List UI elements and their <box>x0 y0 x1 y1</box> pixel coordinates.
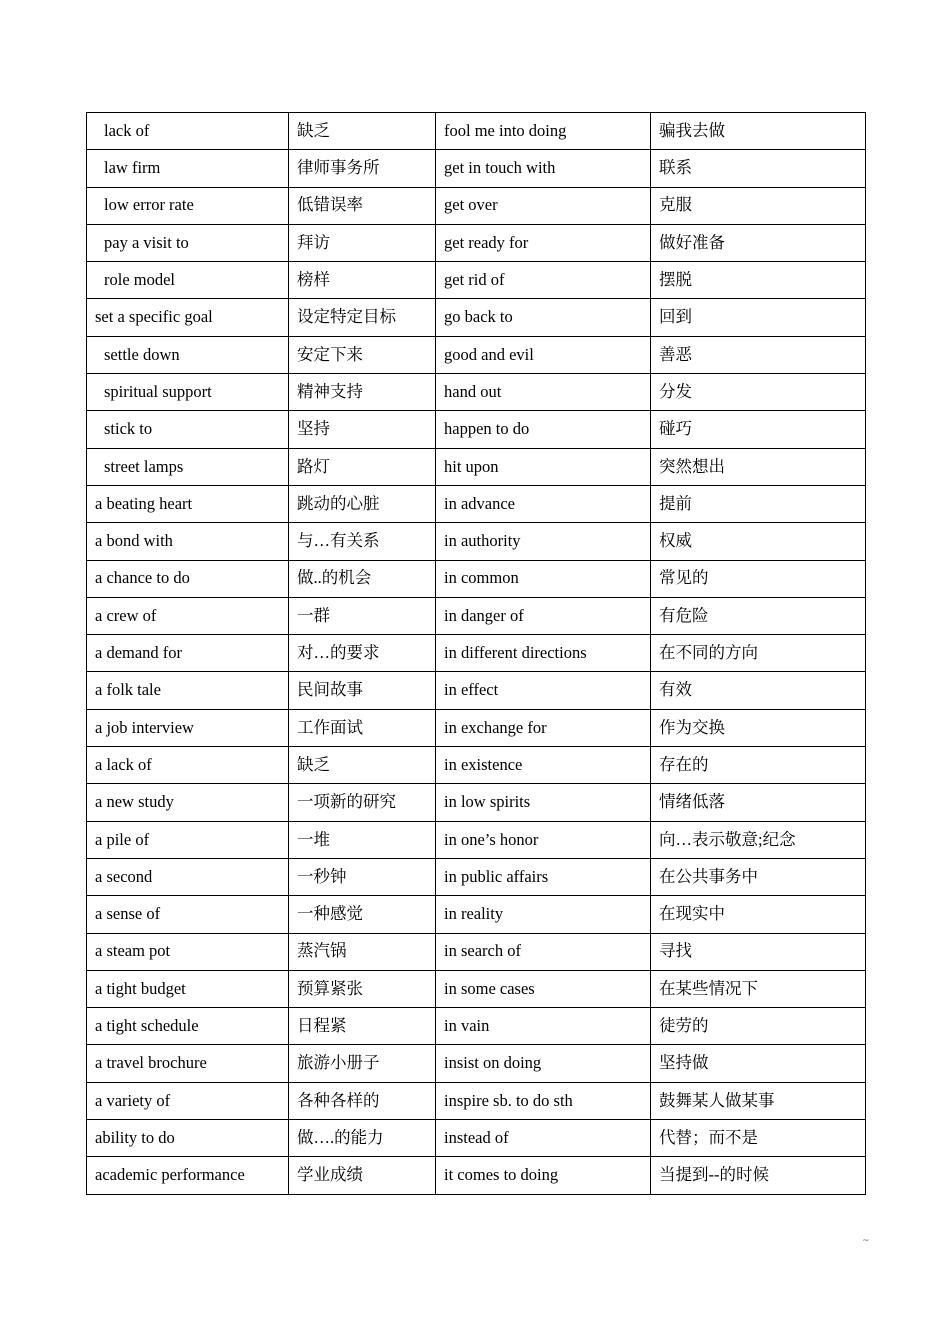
english-phrase-cell: a sense of <box>87 896 289 933</box>
chinese-meaning-cell: 一秒钟 <box>289 858 436 895</box>
english-phrase-cell: street lamps <box>87 448 289 485</box>
english-phrase-cell: get ready for <box>436 224 651 261</box>
chinese-meaning-cell: 一种感觉 <box>289 896 436 933</box>
english-phrase-cell: settle down <box>87 336 289 373</box>
chinese-meaning-cell: 拜访 <box>289 224 436 261</box>
chinese-meaning-cell: 工作面试 <box>289 709 436 746</box>
chinese-meaning-cell: 在某些情况下 <box>651 970 866 1007</box>
english-phrase-cell: good and evil <box>436 336 651 373</box>
chinese-meaning-cell: 代替；而不是 <box>651 1120 866 1157</box>
chinese-meaning-cell: 做好准备 <box>651 224 866 261</box>
chinese-meaning-cell: 有效 <box>651 672 866 709</box>
table-row <box>87 560 866 597</box>
english-phrase-cell: in different directions <box>436 635 651 672</box>
table-row <box>87 150 866 187</box>
chinese-meaning-cell: 旅游小册子 <box>289 1045 436 1082</box>
chinese-meaning-cell: 安定下来 <box>289 336 436 373</box>
chinese-meaning-cell: 缺乏 <box>289 747 436 784</box>
english-phrase-cell: get rid of <box>436 262 651 299</box>
chinese-meaning-cell: 善恶 <box>651 336 866 373</box>
chinese-meaning-cell: 有危险 <box>651 597 866 634</box>
table-row <box>87 597 866 634</box>
chinese-meaning-cell: 提前 <box>651 485 866 522</box>
chinese-meaning-cell: 作为交换 <box>651 709 866 746</box>
english-phrase-cell: a variety of <box>87 1082 289 1119</box>
chinese-meaning-cell: 骗我去做 <box>651 113 866 150</box>
chinese-meaning-cell: 做….的能力 <box>289 1120 436 1157</box>
table-row <box>87 411 866 448</box>
chinese-meaning-cell: 律师事务所 <box>289 150 436 187</box>
chinese-meaning-cell: 在现实中 <box>651 896 866 933</box>
chinese-meaning-cell: 存在的 <box>651 747 866 784</box>
chinese-meaning-cell: 预算紧张 <box>289 970 436 1007</box>
english-phrase-cell: in one’s honor <box>436 821 651 858</box>
chinese-meaning-cell: 克服 <box>651 187 866 224</box>
vocabulary-table <box>86 112 866 1195</box>
english-phrase-cell: a job interview <box>87 709 289 746</box>
chinese-meaning-cell: 一堆 <box>289 821 436 858</box>
english-phrase-cell: in danger of <box>436 597 651 634</box>
chinese-meaning-cell: 低错误率 <box>289 187 436 224</box>
table-row <box>87 523 866 560</box>
english-phrase-cell: a bond with <box>87 523 289 560</box>
chinese-meaning-cell: 碰巧 <box>651 411 866 448</box>
english-phrase-cell: insist on doing <box>436 1045 651 1082</box>
table-row <box>87 672 866 709</box>
chinese-meaning-cell: 一项新的研究 <box>289 784 436 821</box>
english-phrase-cell: in reality <box>436 896 651 933</box>
english-phrase-cell: instead of <box>436 1120 651 1157</box>
english-phrase-cell: a steam pot <box>87 933 289 970</box>
english-phrase-cell: a demand for <box>87 635 289 672</box>
chinese-meaning-cell: 寻找 <box>651 933 866 970</box>
table-row <box>87 187 866 224</box>
english-phrase-cell: a folk tale <box>87 672 289 709</box>
english-phrase-cell: hit upon <box>436 448 651 485</box>
chinese-meaning-cell: 一群 <box>289 597 436 634</box>
english-phrase-cell: a crew of <box>87 597 289 634</box>
english-phrase-cell: in existence <box>436 747 651 784</box>
table-row <box>87 896 866 933</box>
table-row <box>87 784 866 821</box>
english-phrase-cell: get in touch with <box>436 150 651 187</box>
chinese-meaning-cell: 蒸汽锅 <box>289 933 436 970</box>
table-row <box>87 821 866 858</box>
table-row <box>87 1120 866 1157</box>
chinese-meaning-cell: 缺乏 <box>289 113 436 150</box>
table-row <box>87 933 866 970</box>
english-phrase-cell: a new study <box>87 784 289 821</box>
table-row <box>87 299 866 336</box>
english-phrase-cell: low error rate <box>87 187 289 224</box>
chinese-meaning-cell: 回到 <box>651 299 866 336</box>
english-phrase-cell: spiritual support <box>87 374 289 411</box>
chinese-meaning-cell: 情绪低落 <box>651 784 866 821</box>
english-phrase-cell: fool me into doing <box>436 113 651 150</box>
chinese-meaning-cell: 跳动的心脏 <box>289 485 436 522</box>
table-row <box>87 448 866 485</box>
chinese-meaning-cell: 向…表示敬意;纪念 <box>651 821 866 858</box>
english-phrase-cell: in advance <box>436 485 651 522</box>
table-row <box>87 485 866 522</box>
english-phrase-cell: in low spirits <box>436 784 651 821</box>
chinese-meaning-cell: 榜样 <box>289 262 436 299</box>
english-phrase-cell: in vain <box>436 1008 651 1045</box>
table-row <box>87 1045 866 1082</box>
table-row <box>87 224 866 261</box>
table-row <box>87 1082 866 1119</box>
chinese-meaning-cell: 联系 <box>651 150 866 187</box>
table-row <box>87 709 866 746</box>
chinese-meaning-cell: 精神支持 <box>289 374 436 411</box>
table-row <box>87 113 866 150</box>
english-phrase-cell: a lack of <box>87 747 289 784</box>
chinese-meaning-cell: 权威 <box>651 523 866 560</box>
chinese-meaning-cell: 在不同的方向 <box>651 635 866 672</box>
chinese-meaning-cell: 摆脱 <box>651 262 866 299</box>
english-phrase-cell: hand out <box>436 374 651 411</box>
table-row <box>87 858 866 895</box>
chinese-meaning-cell: 常见的 <box>651 560 866 597</box>
english-phrase-cell: role model <box>87 262 289 299</box>
chinese-meaning-cell: 对…的要求 <box>289 635 436 672</box>
english-phrase-cell: a tight schedule <box>87 1008 289 1045</box>
chinese-meaning-cell: 当提到--的时候 <box>651 1157 866 1194</box>
chinese-meaning-cell: 民间故事 <box>289 672 436 709</box>
english-phrase-cell: a beating heart <box>87 485 289 522</box>
vocabulary-table-body <box>87 113 866 1195</box>
page-footer-mark: ~ <box>862 1236 870 1246</box>
chinese-meaning-cell: 坚持 <box>289 411 436 448</box>
chinese-meaning-cell: 鼓舞某人做某事 <box>651 1082 866 1119</box>
english-phrase-cell: in common <box>436 560 651 597</box>
chinese-meaning-cell: 徒劳的 <box>651 1008 866 1045</box>
english-phrase-cell: it comes to doing <box>436 1157 651 1194</box>
english-phrase-cell: in public affairs <box>436 858 651 895</box>
english-phrase-cell: happen to do <box>436 411 651 448</box>
english-phrase-cell: a travel brochure <box>87 1045 289 1082</box>
chinese-meaning-cell: 分发 <box>651 374 866 411</box>
chinese-meaning-cell: 学业成绩 <box>289 1157 436 1194</box>
chinese-meaning-cell: 做..的机会 <box>289 560 436 597</box>
table-row <box>87 374 866 411</box>
table-row <box>87 635 866 672</box>
english-phrase-cell: stick to <box>87 411 289 448</box>
table-row <box>87 1157 866 1194</box>
english-phrase-cell: a tight budget <box>87 970 289 1007</box>
english-phrase-cell: ability to do <box>87 1120 289 1157</box>
table-row <box>87 1008 866 1045</box>
chinese-meaning-cell: 与…有关系 <box>289 523 436 560</box>
chinese-meaning-cell: 各种各样的 <box>289 1082 436 1119</box>
table-row <box>87 336 866 373</box>
english-phrase-cell: a second <box>87 858 289 895</box>
english-phrase-cell: lack of <box>87 113 289 150</box>
english-phrase-cell: law firm <box>87 150 289 187</box>
english-phrase-cell: in effect <box>436 672 651 709</box>
english-phrase-cell: in search of <box>436 933 651 970</box>
chinese-meaning-cell: 在公共事务中 <box>651 858 866 895</box>
english-phrase-cell: a pile of <box>87 821 289 858</box>
english-phrase-cell: go back to <box>436 299 651 336</box>
english-phrase-cell: in authority <box>436 523 651 560</box>
english-phrase-cell: inspire sb. to do sth <box>436 1082 651 1119</box>
english-phrase-cell: a chance to do <box>87 560 289 597</box>
chinese-meaning-cell: 路灯 <box>289 448 436 485</box>
english-phrase-cell: set a specific goal <box>87 299 289 336</box>
english-phrase-cell: in some cases <box>436 970 651 1007</box>
english-phrase-cell: in exchange for <box>436 709 651 746</box>
english-phrase-cell: pay a visit to <box>87 224 289 261</box>
table-row <box>87 747 866 784</box>
chinese-meaning-cell: 坚持做 <box>651 1045 866 1082</box>
table-row <box>87 262 866 299</box>
english-phrase-cell: get over <box>436 187 651 224</box>
english-phrase-cell: academic performance <box>87 1157 289 1194</box>
chinese-meaning-cell: 日程紧 <box>289 1008 436 1045</box>
chinese-meaning-cell: 突然想出 <box>651 448 866 485</box>
chinese-meaning-cell: 设定特定目标 <box>289 299 436 336</box>
table-row <box>87 970 866 1007</box>
